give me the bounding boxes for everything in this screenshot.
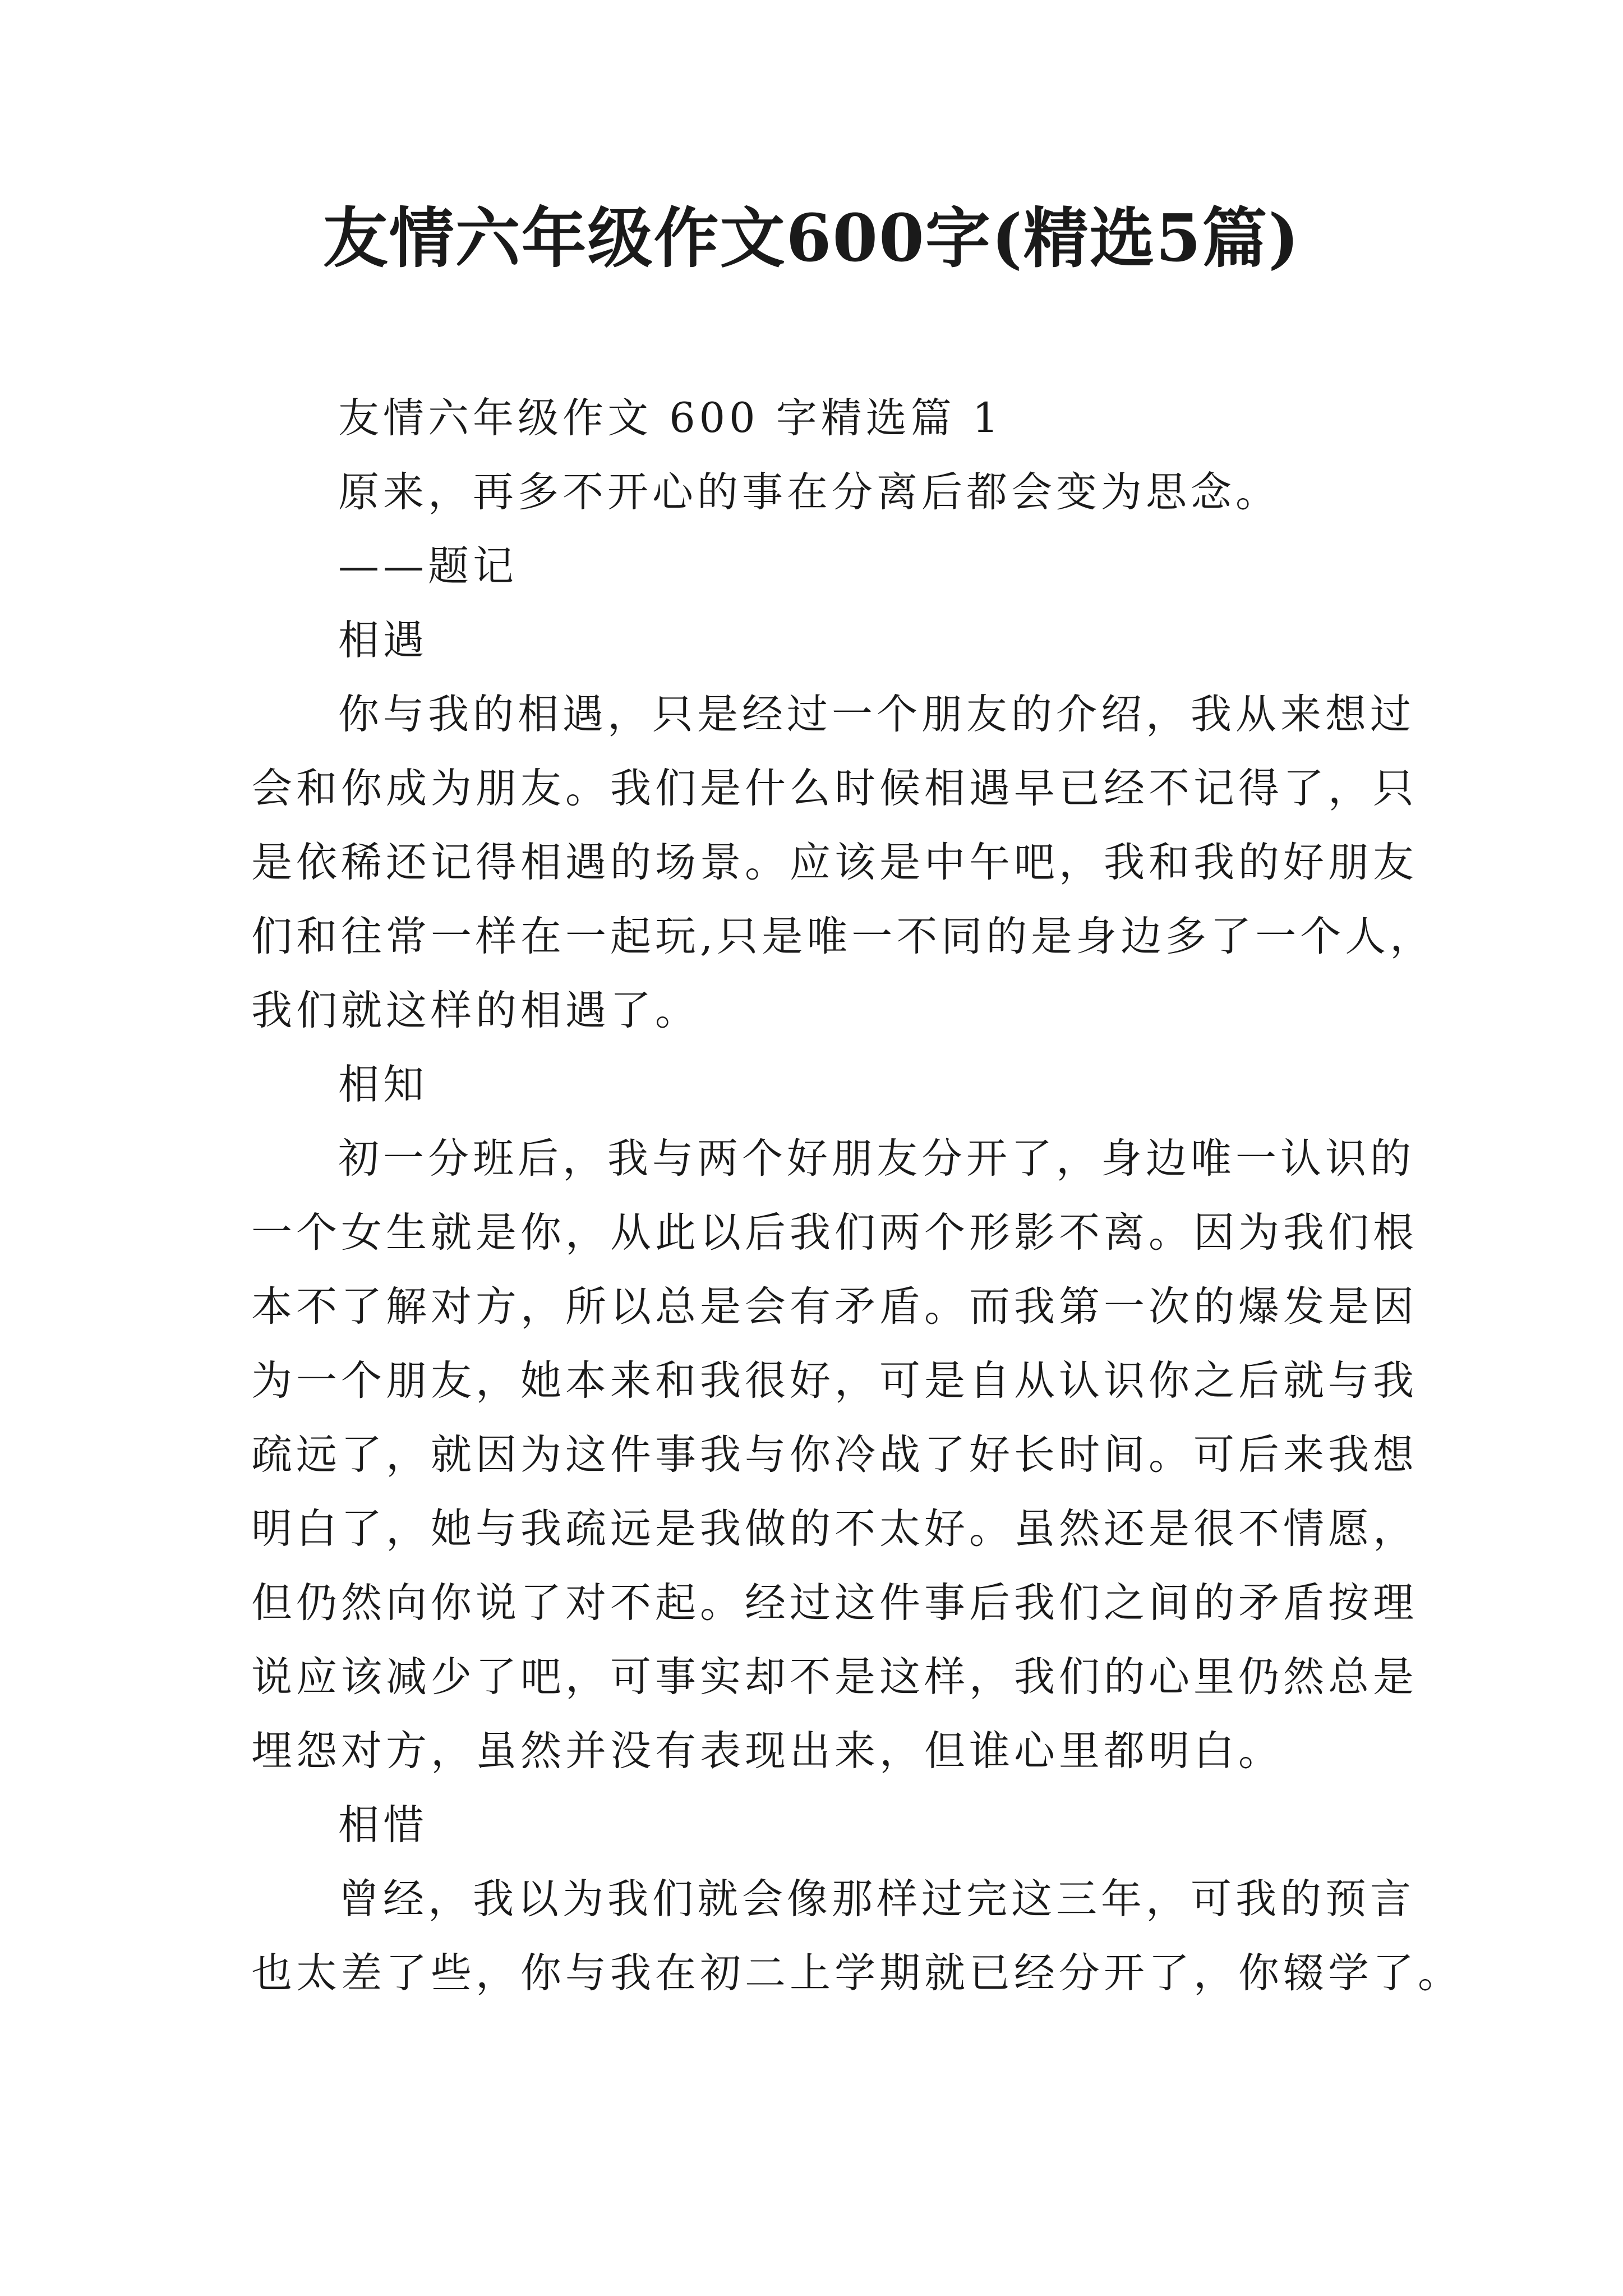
text-line: 是依稀还记得相遇的场景。应该是中午吧，我和我的好朋友 bbox=[251, 839, 1418, 886]
text-line: 本不了解对方，所以总是会有矛盾。而我第一次的爆发是因 bbox=[251, 1283, 1418, 1331]
text-line: 为一个朋友，她本来和我很好，可是自从认识你之后就与我 bbox=[251, 1357, 1418, 1405]
text-line: 友情六年级作文 600 字精选篇 1 bbox=[338, 394, 1003, 442]
text-line: ——题记 bbox=[338, 542, 518, 590]
text-line: 明白了，她与我疏远是我做的不太好。虽然还是很不情愿， bbox=[251, 1505, 1418, 1553]
text-line: 疏远了，就因为这件事我与你冷战了好长时间。可后来我想 bbox=[251, 1431, 1418, 1479]
text-line: 相惜 bbox=[338, 1801, 428, 1849]
text-line: 相知 bbox=[338, 1061, 428, 1108]
document-body bbox=[251, 381, 1463, 2010]
text-line: 曾经，我以为我们就会像那样过完这三年，可我的预言 bbox=[338, 1875, 1415, 1923]
text-line: 初一分班后，我与两个好朋友分开了，身边唯一认识的 bbox=[338, 1135, 1415, 1182]
text-line: 们和往常一样在一起玩,只是唯一不同的是身边多了一个人， bbox=[251, 913, 1435, 960]
text-line: 你与我的相遇，只是经过一个朋友的介绍，我从来想过 bbox=[338, 691, 1415, 738]
text-line: 说应该减少了吧，可事实却不是这样，我们的心里仍然总是 bbox=[251, 1653, 1418, 1701]
text-line: 原来，再多不开心的事在分离后都会变为思念。 bbox=[338, 468, 1280, 516]
text-line: 埋怨对方，虽然并没有表现出来，但谁心里都明白。 bbox=[251, 1727, 1283, 1775]
text-line: 也太差了些，你与我在初二上学期就已经分开了，你辍学了。 bbox=[251, 1949, 1463, 1997]
text-line: 一个女生就是你，从此以后我们两个形影不离。因为我们根 bbox=[251, 1209, 1418, 1257]
text-line: 相遇 bbox=[338, 616, 428, 664]
text-line: 但仍然向你说了对不起。经过这件事后我们之间的矛盾按理 bbox=[251, 1579, 1418, 1627]
text-line: 我们就这样的相遇了。 bbox=[251, 987, 700, 1034]
text-line: 会和你成为朋友。我们是什么时候相遇早已经不记得了，只 bbox=[251, 765, 1418, 812]
document-title: 友情六年级作文600字(精选5篇) bbox=[322, 200, 1301, 277]
